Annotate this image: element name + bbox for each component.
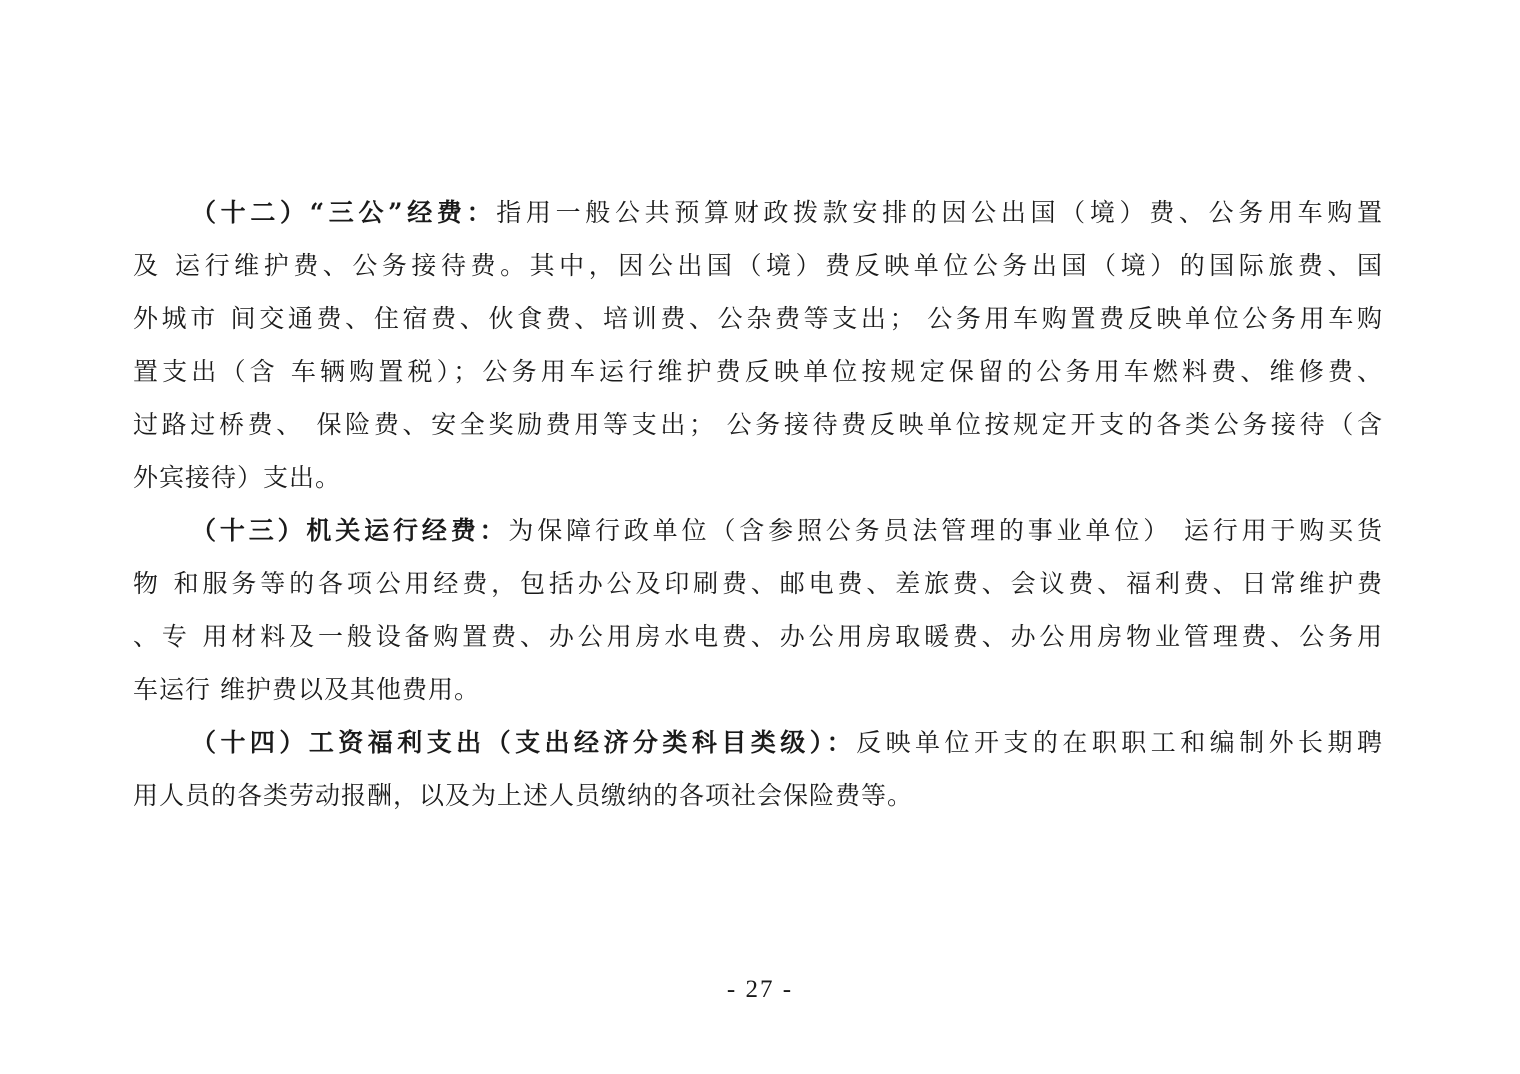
paragraph-14-heading: （十四）工资福利支出（支出经济分类科目类级）： (191, 728, 857, 757)
paragraph-13-text: 为保障行政单位（含参照公务员法管理的事业单位） 运行用于购买货 (508, 516, 1383, 545)
paragraph-13-line-4: 车运行 维护费以及其他费用。 (133, 675, 480, 704)
paragraph-14-line-2: 用人员的各类劳动报酬，以及为上述人员缴纳的各项社会保险费等。 (133, 781, 914, 810)
paragraph-12-line-6: 外宾接待）支出。 (133, 463, 342, 492)
paragraph-12-heading: （十二）“三公”经费： (191, 198, 497, 227)
paragraph-12-line-1 (133, 186, 1383, 239)
paragraph-13-line-2: 物 和服务等的各项公用经费，包括办公及印刷费、邮电费、差旅费、会议费、福利费、日常维护费 (133, 569, 1383, 598)
paragraph-12-line-2: 及 运行维护费、公务接待费。其中，因公出国（境）费反映单位公务出国（境）的国际旅费、国 (133, 251, 1383, 280)
paragraph-12-line-5: 过路过桥费、 保险费、安全奖励费用等支出； 公务接待费反映单位按规定开支的各类公务接待（含 (133, 410, 1383, 439)
paragraph-13-heading: （十三）机关运行经费： (191, 516, 509, 545)
paragraph-14-line-1 (133, 716, 1383, 769)
paragraph-12-text: 指用一般公共预算财政拨款安排的因公出国（境）费、公务用车购置 (496, 198, 1383, 227)
paragraph-12-line-4: 置支出（含 车辆购置税）；公务用车运行维护费反映单位按规定保留的公务用车燃料费、维修费、 (133, 357, 1383, 386)
paragraph-14-text: 反映单位开支的在职职工和编制外长期聘 (856, 728, 1383, 757)
page-number: - 27 - (726, 976, 794, 1003)
paragraph-12-line-3: 外城市 间交通费、住宿费、伙食费、培训费、公杂费等支出； 公务用车购置费反映单位公务用车购 (133, 304, 1383, 333)
document-body (133, 186, 1383, 822)
paragraph-13-line-3: 、专 用材料及一般设备购置费、办公用房水电费、办公用房取暖费、办公用房物业管理费、公务用 (133, 622, 1383, 651)
paragraph-13-line-1 (133, 504, 1383, 557)
